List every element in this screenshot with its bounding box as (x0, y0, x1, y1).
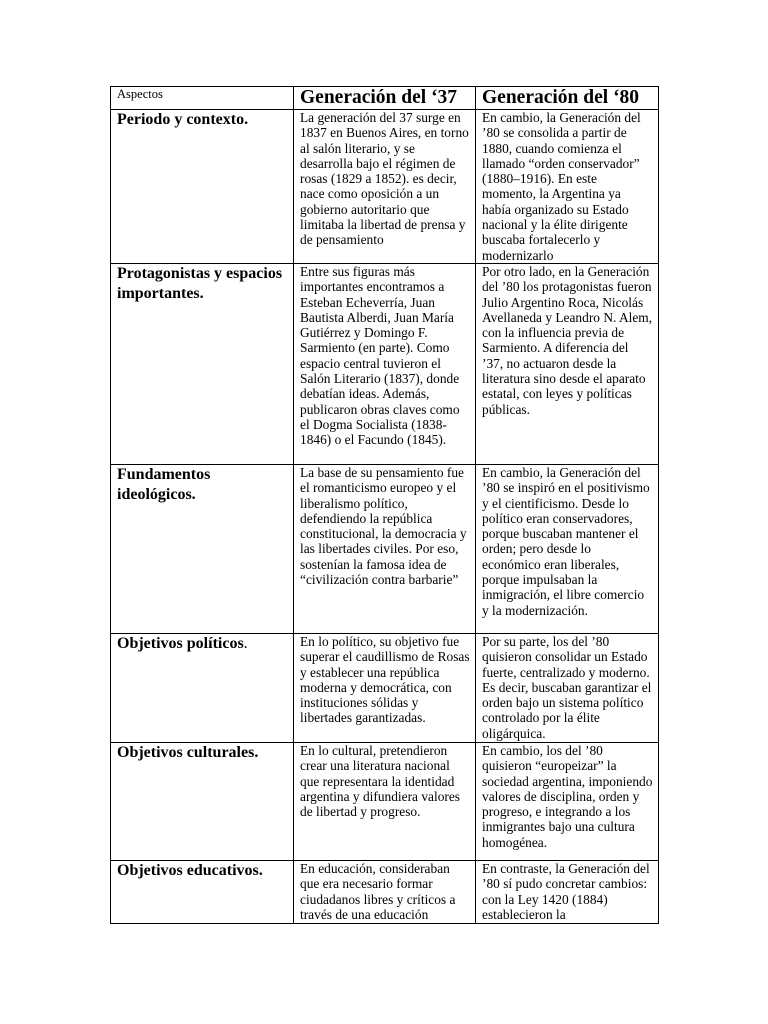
header-generacion-80: Generación del ‘80 (476, 87, 659, 110)
aspect-periodo: Periodo y contexto. (111, 110, 294, 264)
aspect-fundamentos: Fundamentos ideológicos. (111, 465, 294, 634)
table-row (111, 743, 659, 861)
cell-gen80-educativos (476, 861, 659, 924)
cell-gen80-politicos: Por su parte, los del ’80 quisieron consolidar un Estado fuerte, centralizado y moderno. Es decir, buscaban garantizar el orden bajo un sistema político controlado por la élite oligárquica. (476, 634, 659, 743)
table-row (111, 465, 659, 634)
aspect-label: Objetivos educativos. (117, 862, 263, 879)
cell-gen80-fundamentos: En cambio, la Generación del ’80 se inspiró en el positivismo y el cientificismo. Desde lo político eran conservadores, porque buscaban mantener el orden; pero desde lo económico eran liberales, porque impulsaban la inmigración, el libre comercio y la modernización. (476, 465, 659, 634)
table-row (111, 110, 659, 264)
aspect-label: Objetivos políticos (117, 635, 244, 652)
aspect-objetivos-politicos (111, 634, 294, 743)
cell-gen80-periodo: En cambio, la Generación del ’80 se consolida a partir de 1880, cuando comienza el llamado “orden conservador” (1880–1916). En este momento, la Argentina ya había organizado su Estado nacional y la élite dirigente buscaba fortalecerlo y modernizarlo (476, 110, 659, 264)
cell-gen37-politicos: En lo político, su objetivo fue superar el caudillismo de Rosas y establecer una república moderna y democrática, con instituciones sólidas y libertades garantizadas. (294, 634, 476, 743)
cell-gen37-protagonistas: Entre sus figuras más importantes encontramos a Esteban Echeverría, Juan Bautista Alberdi, Juan María Gutiérrez y Domingo F. Sarmiento (en parte). Como espacio central tuvieron el Salón Literario (1837), donde debatían ideas. Además, publicaron obras claves como el Dogma Socialista (1838-1846) o el Facundo (1845). (294, 264, 476, 465)
cell-gen37-periodo: La generación del 37 surge en 1837 en Buenos Aires, en torno al salón literario, y se desarrolla bajo el régimen de rosas (1829 a 1852). es decir, nace como oposición a un gobierno autoritario que limitaba la libertad de prensa y de pensamiento (294, 110, 476, 264)
cell-gen37-culturales: En lo cultural, pretendieron crear una literatura nacional que representara la identidad argentina y difundiera valores de libertad y progreso. (294, 743, 476, 861)
aspect-protagonistas: Protagonistas y espacios importantes. (111, 264, 294, 465)
comparison-table (110, 86, 659, 924)
table-row (111, 264, 659, 465)
table-header-row (111, 87, 659, 110)
cell-text: En educación, consideraban que era necesario formar ciudadanos libres y críticos a través de una educación (300, 861, 456, 922)
header-aspects: Aspectos (111, 87, 294, 110)
cell-gen37-fundamentos: La base de su pensamiento fue el romanticismo europeo y el liberalismo político, defendiendo la república constitucional, la democracia y las libertades civiles. Por eso, sostenían la famosa idea de “civilización contra barbarie” (294, 465, 476, 634)
aspect-objetivos-culturales: Objetivos culturales. (111, 743, 294, 861)
header-generacion-37: Generación del ‘37 (294, 87, 476, 110)
cell-gen80-protagonistas: Por otro lado, en la Generación del ’80 los protagonistas fueron Julio Argentino Roca, Nicolás Avellaneda y Leandro N. Alem, con la influencia previa de Sarmiento. A diferencia del ’37, no actuaron desde la literatura sino desde el aparato estatal, con leyes y políticas públicas. (476, 264, 659, 465)
cell-text: En contraste, la Generación del ’80 sí pudo concretar cambios: con la Ley 1420 (1884) establecieron la (482, 861, 650, 922)
table-row (111, 634, 659, 743)
aspect-objetivos-educativos (111, 861, 294, 924)
aspect-trailing-period: . (243, 635, 248, 652)
cell-gen37-educativos (294, 861, 476, 924)
cell-gen80-culturales: En cambio, los del ’80 quisieron “europeizar” la sociedad argentina, imponiendo valores de disciplina, orden y progreso, e integrando a los inmigrantes bajo una cultura homogénea. (476, 743, 659, 861)
table-row (111, 861, 659, 924)
